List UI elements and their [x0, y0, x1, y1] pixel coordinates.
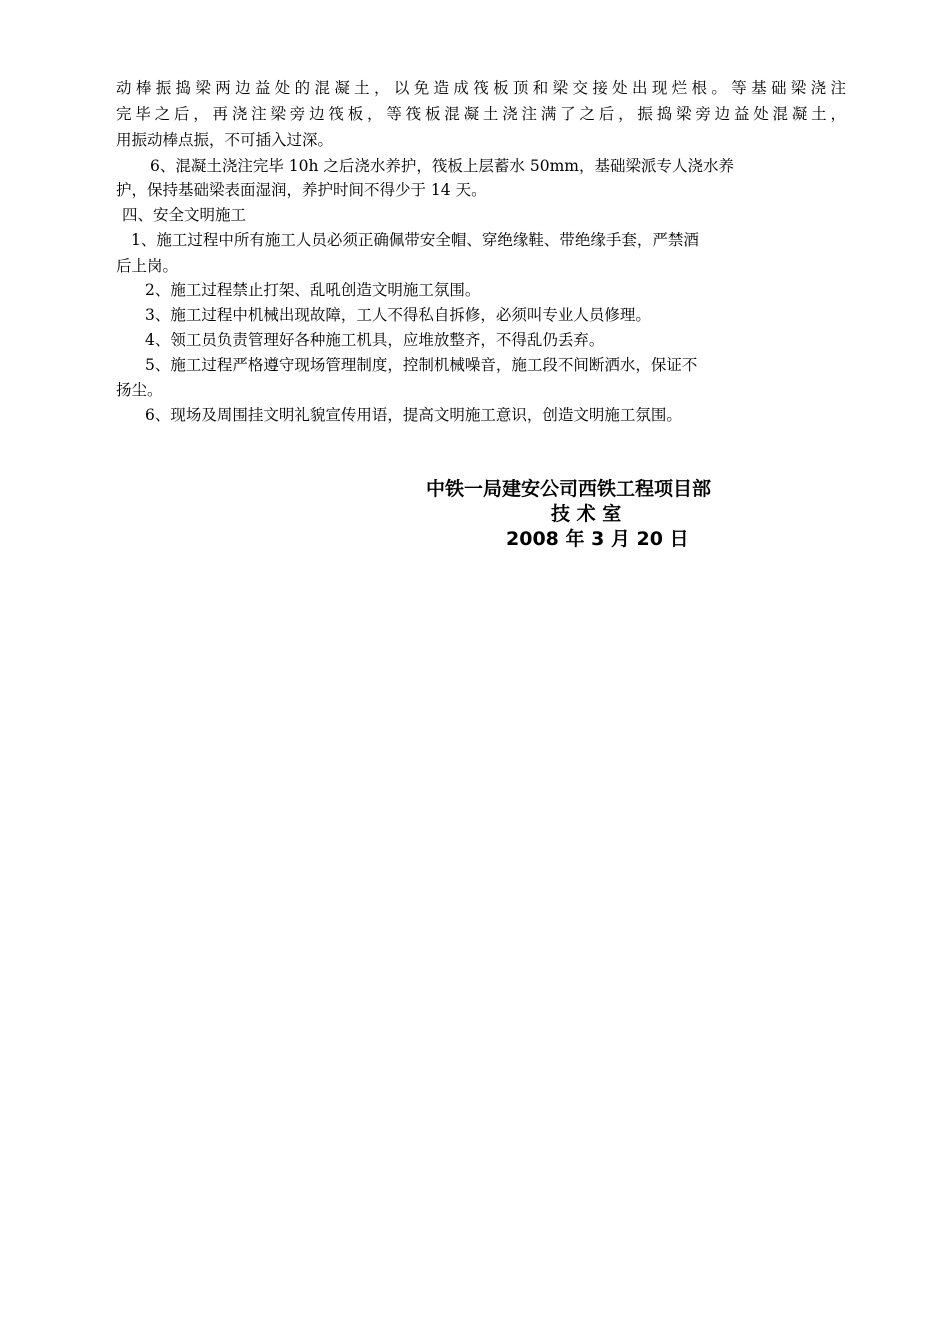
section-heading: 四、安全文明施工: [122, 206, 247, 224]
paragraph-line: 用振动棒点振，不可插入过深。: [116, 131, 334, 149]
paragraph-line: 6、混凝土浇注完毕 10h 之后浇水养护，筏板上层蓄水 50mm，基础梁派专人浇水养: [150, 157, 734, 175]
paragraph-line: 扬尘。: [116, 381, 163, 399]
paragraph-line: 完毕之后，再浇注梁旁边筏板，等筏板混凝土浇注满了之后，振捣梁旁边益处混凝土，: [116, 105, 846, 123]
paragraph-line: 后上岗。: [116, 257, 179, 275]
signature-organization: 中铁一局建安公司西铁工程项目部: [426, 478, 712, 500]
list-item: 4、领工员负责管理好各种施工机具，应堆放整齐，不得乱仍丢弃。: [145, 331, 605, 349]
signature-date: 2008 年 3 月 20 日: [506, 528, 689, 550]
list-item: 2、施工过程禁止打架、乱吼创造文明施工氛围。: [145, 281, 481, 299]
paragraph-line: 5、施工过程严格遵守现场管理制度，控制机械噪音，施工段不间断洒水，保证不: [145, 356, 698, 374]
paragraph-line: 护，保持基础梁表面湿润，养护时间不得少于 14 天。: [116, 181, 487, 199]
paragraph-line: 1、施工过程中所有施工人员必须正确佩带安全帽、穿绝缘鞋、带绝缘手套，严禁酒: [131, 231, 699, 249]
list-item: 6、现场及周围挂文明礼貌宣传用语，提高文明施工意识，创造文明施工氛围。: [145, 406, 682, 424]
list-item: 3、施工过程中机械出现故障，工人不得私自拆修，必须叫专业人员修理。: [145, 306, 651, 324]
paragraph-line: 动棒振捣梁两边益处的混凝土，以免造成筏板顶和梁交接处出现烂根。等基础梁浇注: [116, 79, 846, 97]
signature-department: 技 术 室: [551, 503, 622, 525]
